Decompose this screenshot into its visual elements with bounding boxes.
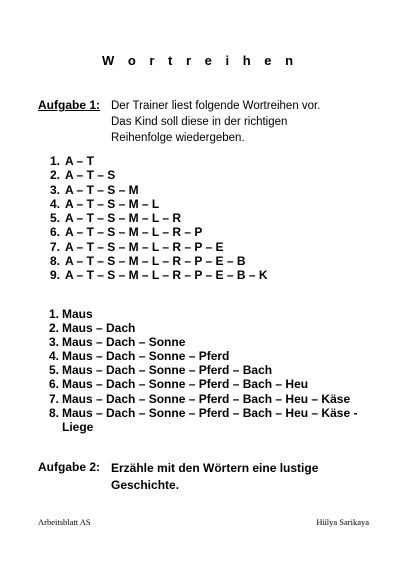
list-item: 7. Maus – Dach – Sonne – Pferd – Bach – Heu – Käse: [49, 391, 351, 406]
word-series-list: [49, 307, 357, 434]
list-item: 5. A – T – S – M – L – R: [50, 211, 182, 226]
footer-left: Arbeitsblatt AS: [38, 517, 91, 527]
list-item: 9. A – T – S – M – L – R – P – E – B – K: [50, 268, 268, 283]
list-item: 3. Maus – Dach – Sonne: [49, 335, 186, 350]
footer-right: Hülya Sarikaya: [316, 517, 369, 527]
list-item: 7. A – T – S – M – L – R – P – E: [50, 239, 224, 254]
page-title: W o r t r e i h e n: [101, 53, 299, 68]
task2-instructions: [111, 460, 318, 494]
list-item: 6. Maus – Dach – Sonne – Pferd – Bach – Heu: [49, 377, 309, 392]
task1-line: Der Trainer liest folgende Wortreihen vor.: [111, 100, 321, 112]
list-item: 5. Maus – Dach – Sonne – Pferd – Bach: [49, 363, 273, 378]
list-item: 1. A – T: [50, 154, 94, 168]
list-item: 2. A – T – S: [50, 168, 116, 183]
task1-instructions: [111, 98, 320, 146]
list-item: 3. A – T – S – M: [50, 182, 139, 197]
task1-line: Das Kind soll diese in der richtigen: [111, 116, 288, 128]
list-item: 6. A – T – S – M – L – R – P: [50, 225, 203, 240]
list-item: 4. Maus – Dach – Sonne – Pferd: [49, 349, 230, 364]
task1-label: Aufgabe 1:: [38, 98, 101, 112]
list-item: 8. A – T – S – M – L – R – P – E – B: [50, 254, 246, 269]
list-item: 8. Maus – Dach – Sonne – Pferd – Bach – Heu – Käse -: [49, 405, 358, 420]
task2-label: Aufgabe 2:: [38, 460, 101, 474]
letter-series-list: [50, 154, 268, 283]
list-item-continuation: Liege: [62, 419, 94, 434]
list-item: 1. Maus: [49, 307, 93, 321]
task1-line: Reihenfolge wiedergeben.: [111, 132, 245, 144]
list-item: 2. Maus – Dach: [49, 321, 136, 336]
task2-line: Erzähle mit den Wörtern eine lustige: [111, 461, 319, 475]
task2-line: Geschichte.: [111, 478, 180, 492]
list-item: 4. A – T – S – M – L: [50, 196, 160, 211]
